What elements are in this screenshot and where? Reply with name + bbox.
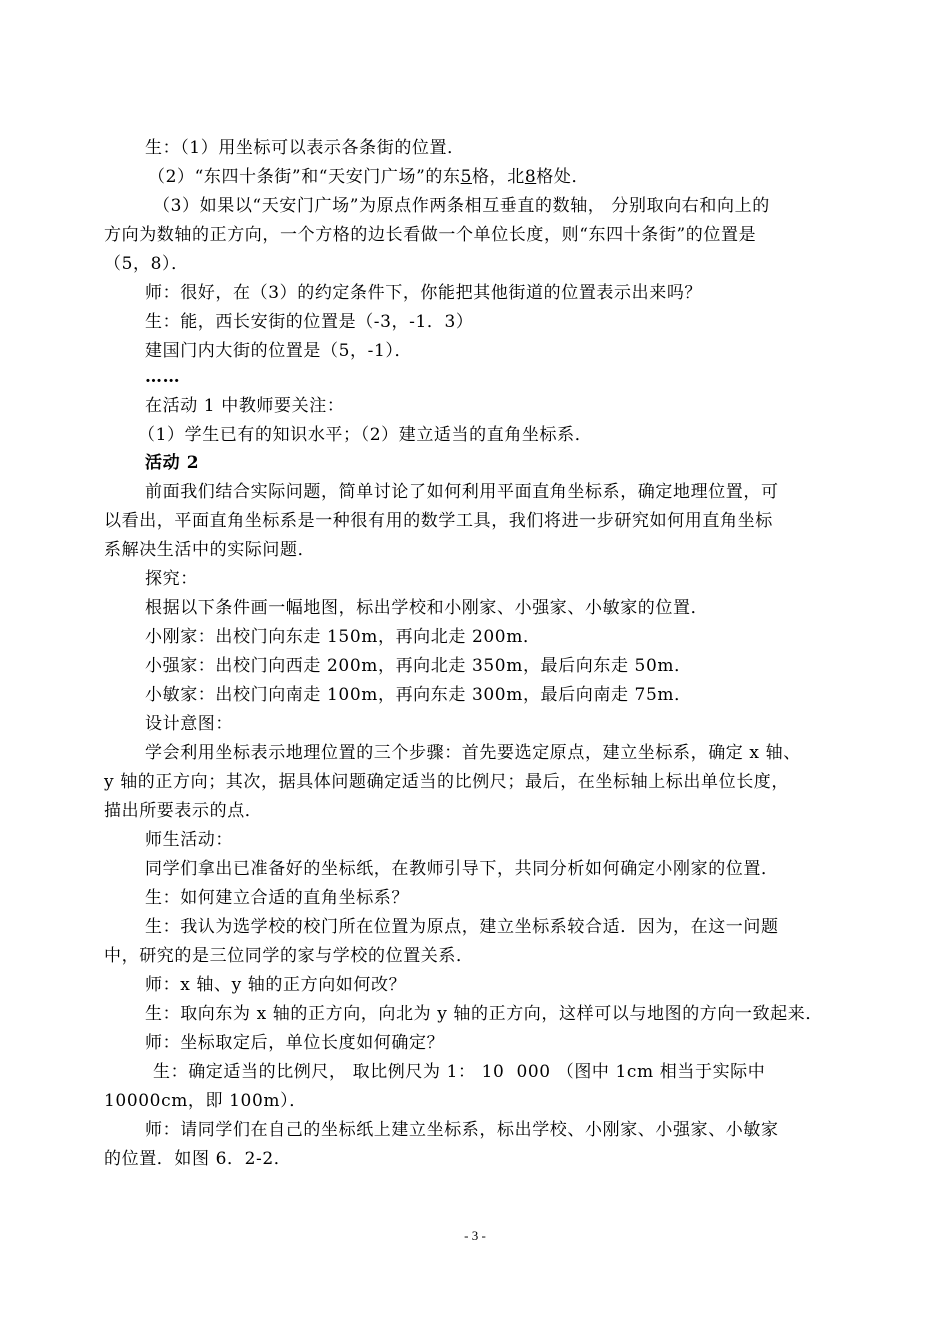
paragraph-xiaogang-home: 小刚家：出校门向东走 150m，再向北走 200m． [145, 627, 541, 647]
paragraph-build-coordinates-line2: 的位置．如图 6．2-2． [104, 1149, 292, 1169]
paragraph-student-answer-3-line2: 方向为数轴的正方向，一个方格的边长看做一个单位长度，则“东四十条街”的位置是 [104, 225, 757, 245]
underlined-number-north: 8 [524, 167, 537, 187]
paragraph-origin-choice-line1: 生：我认为选学校的校门所在位置为原点，建立坐标系较合适．因为，在这一问题 [145, 917, 779, 937]
paragraph-intro-line3: 系解决生活中的实际问题． [104, 540, 316, 560]
paragraph-student-question: 生：如何建立合适的直角坐标系？ [145, 888, 409, 908]
text-segment: 格，北 [472, 167, 525, 187]
paragraph-origin-choice-line2: 中，研究的是三位同学的家与学校的位置关系． [104, 946, 474, 966]
paragraph-student-reply: 生：能，西长安街的位置是（-3，-1．3） [145, 312, 474, 332]
label-teacher-student-activity: 师生活动： [145, 830, 233, 850]
paragraph-three-steps-line1: 学会利用坐标表示地理位置的三个步骤：首先要选定原点，建立坐标系，确定 x 轴、 [145, 743, 801, 763]
label-explore: 探究： [145, 569, 198, 589]
ellipsis: …… [145, 367, 181, 387]
paragraph-three-steps-line2: y 轴的正方向；其次，据具体问题确定适当的比例尺；最后，在坐标轴上标出单位长度， [104, 772, 790, 792]
underlined-number-east: 5 [460, 167, 473, 187]
paragraph-axis-direction-question: 师：x 轴、y 轴的正方向如何改？ [145, 975, 407, 995]
paragraph-student-answer-3-line1: （3）如果以“天安门广场”为原点作两条相互垂直的数轴， 分别取向右和向上的 [153, 196, 770, 216]
paragraph-jianguomen: 建国门内大街的位置是（5，-1）． [145, 341, 413, 361]
paragraph-student-answer-3-line3: （5，8）． [104, 254, 189, 274]
paragraph-unit-length-question: 师：坐标取定后，单位长度如何确定？ [145, 1033, 445, 1053]
paragraph-focus-points: （1）学生已有的知识水平；（2）建立适当的直角坐标系． [138, 425, 593, 445]
text-segment: （2）“东四十条街”和“天安门广场”的东 [148, 167, 461, 187]
paragraph-build-coordinates-line1: 师：请同学们在自己的坐标纸上建立坐标系，标出学校、小刚家、小强家、小敏家 [145, 1120, 779, 1140]
paragraph-axis-direction-answer: 生：取向东为 x 轴的正方向，向北为 y 轴的正方向，这样可以与地图的方向一致起来． [145, 1004, 824, 1024]
paragraph-student-answer-2 [148, 166, 589, 188]
label-design-intent: 设计意图： [145, 714, 233, 734]
paragraph-xiaoqiang-home: 小强家：出校门向西走 200m，再向北走 350m，最后向东走 50m． [145, 656, 692, 676]
paragraph-teacher-question: 师：很好，在（3）的约定条件下，你能把其他街道的位置表示出来吗？ [145, 283, 703, 303]
paragraph-scale-line1: 生：确定适当的比例尺， 取比例尺为 1： 10 000 （图中 1cm 相当于实际中 [153, 1062, 766, 1082]
page-number: - 3 - [464, 1228, 486, 1243]
paragraph-draw-map: 根据以下条件画一幅地图，标出学校和小刚家、小强家、小敏家的位置． [145, 598, 709, 618]
paragraph-three-steps-line3: 描出所要表示的点． [104, 801, 263, 821]
paragraph-scale-line2: 10000cm，即 100m）． [104, 1091, 307, 1111]
paragraph-student-answer-1: 生：（1）用坐标可以表示各条街的位置． [145, 138, 465, 158]
heading-activity-2: 活动 2 [145, 453, 200, 473]
paragraph-intro-line1: 前面我们结合实际问题，简单讨论了如何利用平面直角坐标系，确定地理位置，可 [145, 482, 779, 502]
text-segment: 格处． [536, 167, 590, 187]
paragraph-activity1-focus: 在活动 1 中教师要关注： [145, 396, 345, 416]
paragraph-xiaomin-home: 小敏家：出校门向南走 100m，再向东走 300m，最后向南走 75m． [145, 685, 692, 705]
paragraph-coordinate-paper: 同学们拿出已准备好的坐标纸，在教师引导下，共同分析如何确定小刚家的位置． [145, 859, 779, 879]
paragraph-intro-line2: 以看出，平面直角坐标系是一种很有用的数学工具，我们将进一步研究如何用直角坐标 [104, 511, 773, 531]
